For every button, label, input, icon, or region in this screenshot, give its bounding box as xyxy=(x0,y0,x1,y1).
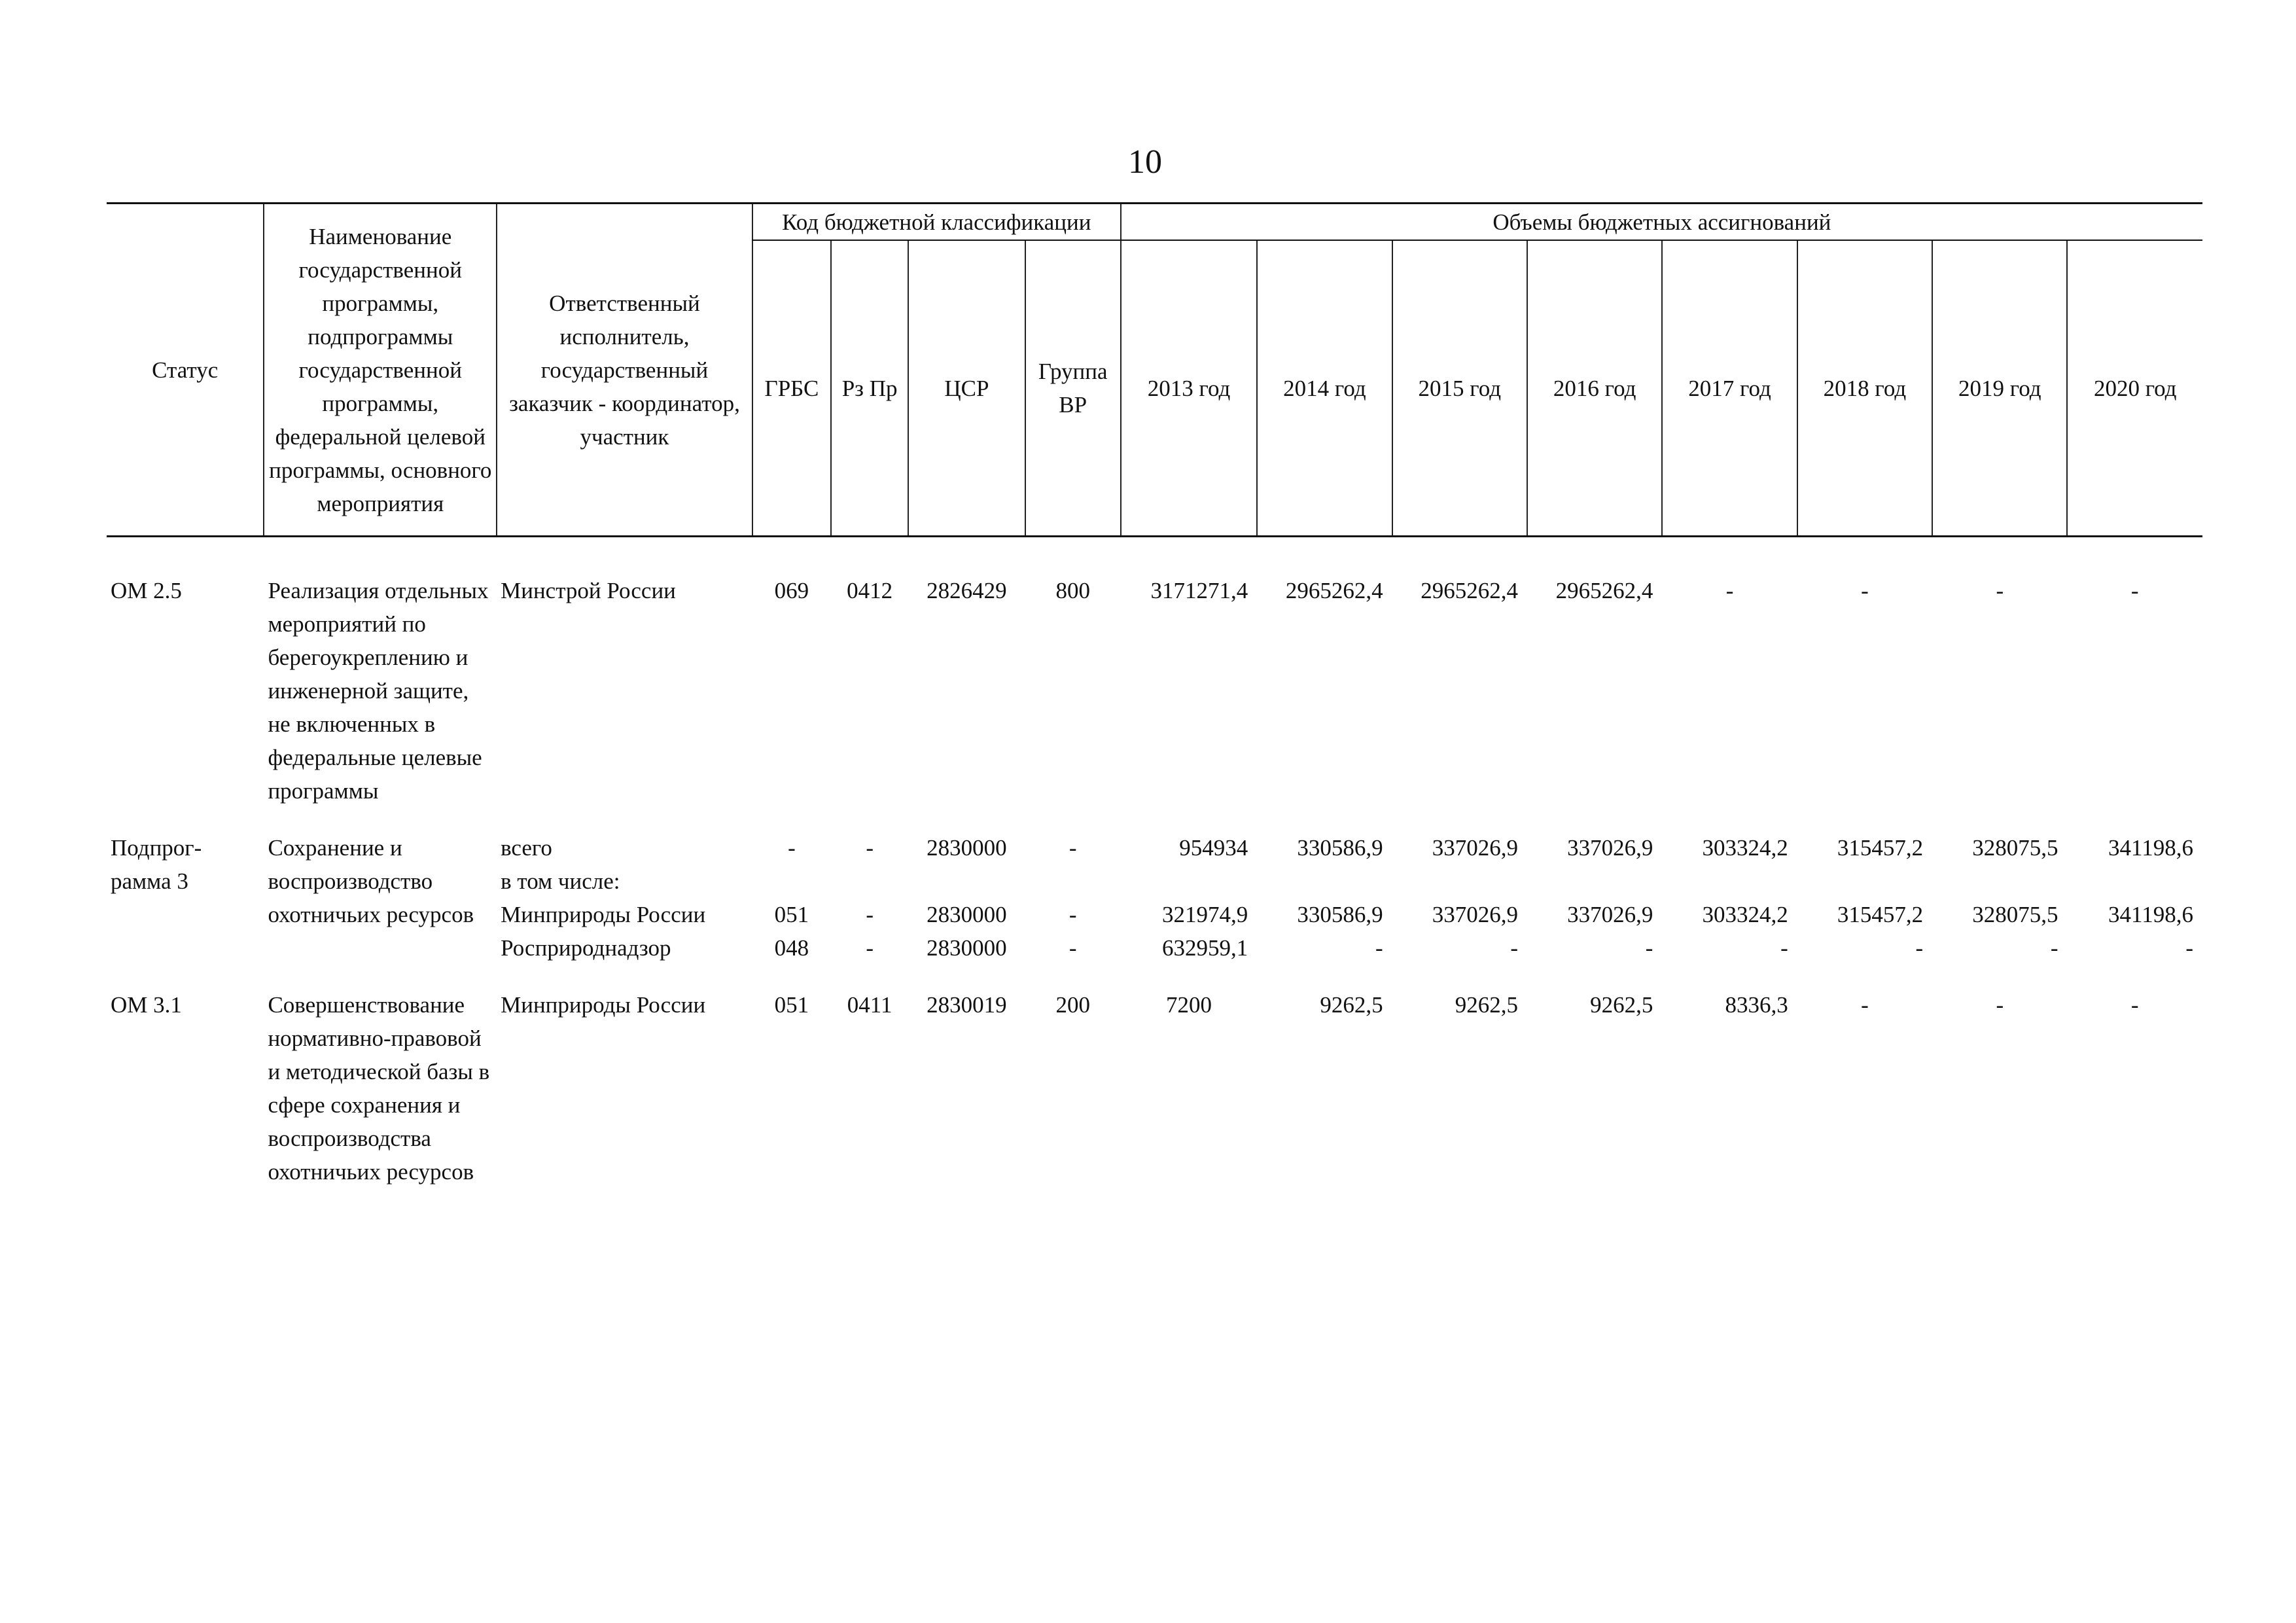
grbs-line xyxy=(756,865,827,898)
row-value: 2965262,4 xyxy=(1285,578,1383,603)
vr-line: - xyxy=(1069,902,1077,927)
executor-line: Росприроднадзор xyxy=(501,935,671,961)
header-status: Статус xyxy=(107,204,264,537)
header-program-name: Наименование государственной программы, подпрограммы государственной программы, федеральной целевой программы, основного мероприятия xyxy=(264,204,497,537)
row-grbs: 051 xyxy=(774,992,809,1018)
row-value: - xyxy=(1725,578,1734,603)
header-rzpr: Рз Пр xyxy=(831,240,908,537)
page-number: 10 xyxy=(1128,143,1162,181)
csr-line: 2830000 xyxy=(927,835,1007,861)
table-row xyxy=(107,988,2202,1188)
csr-line: 2830000 xyxy=(927,902,1007,927)
value-line: 315457,2 xyxy=(1837,902,1924,927)
row-csr: 2826429 xyxy=(927,578,1007,603)
value-line: 954934 xyxy=(1179,835,1248,861)
grbs-line: - xyxy=(788,835,796,861)
value-line: 337026,9 xyxy=(1567,835,1653,861)
row-value-list xyxy=(1662,831,1797,965)
row-grbs: 069 xyxy=(774,578,809,603)
header-year: 2014 год xyxy=(1257,240,1392,537)
value-line: - xyxy=(1645,935,1653,961)
header-year: 2015 год xyxy=(1392,240,1527,537)
header-vr: Группа ВР xyxy=(1025,240,1121,537)
row-executor-list xyxy=(497,831,752,965)
value-line: 337026,9 xyxy=(1432,835,1518,861)
row-program-name: Сохранение и воспроизводство охотничьих ресурсов xyxy=(268,835,474,927)
row-value: 8336,3 xyxy=(1725,992,1788,1018)
row-value-list xyxy=(1527,831,1662,965)
row-value: - xyxy=(2130,578,2139,603)
csr-line: 2830000 xyxy=(927,935,1007,961)
vr-line xyxy=(1029,865,1117,898)
row-value: 2965262,4 xyxy=(1421,578,1518,603)
row-vr: 200 xyxy=(1055,992,1090,1018)
executor-line: в том числе: xyxy=(501,868,620,894)
value-line: - xyxy=(1780,935,1788,961)
value-line: 315457,2 xyxy=(1837,835,1924,861)
header-budget-code: Код бюджетной классификации xyxy=(752,204,1121,241)
row-rzpr: 0412 xyxy=(847,578,893,603)
value-line: 330586,9 xyxy=(1297,902,1383,927)
row-value: 9262,5 xyxy=(1590,992,1653,1018)
value-line xyxy=(1801,865,1923,898)
vr-line: - xyxy=(1069,835,1077,861)
value-line: - xyxy=(1915,935,1924,961)
row-executor: Минстрой России xyxy=(501,578,676,603)
header-year: 2016 год xyxy=(1527,240,1662,537)
value-line: 337026,9 xyxy=(1567,902,1653,927)
value-line: 328075,5 xyxy=(1972,835,2058,861)
value-line xyxy=(1396,865,1518,898)
row-vr-list xyxy=(1025,831,1121,965)
row-value-list xyxy=(1121,831,1257,965)
row-value-list xyxy=(1257,831,1392,965)
row-grbs-list xyxy=(752,831,831,965)
value-line xyxy=(1531,865,1653,898)
row-value: - xyxy=(1996,992,2004,1018)
row-csr-list xyxy=(908,831,1025,965)
row-program-name: Реализация отдельных мероприятий по берегоукреплению и инженерной защите, не включенных в федеральные целевые программы xyxy=(268,578,489,804)
row-value: 9262,5 xyxy=(1455,992,1518,1018)
row-rzpr: 0411 xyxy=(847,992,892,1018)
value-line: - xyxy=(1510,935,1518,961)
value-line: 303324,2 xyxy=(1702,835,1788,861)
row-value: 7200 xyxy=(1166,992,1212,1018)
row-vr: 800 xyxy=(1055,578,1090,603)
value-line xyxy=(1125,865,1248,898)
row-value-list xyxy=(1932,831,2067,965)
row-value-list xyxy=(2067,831,2202,965)
header-csr: ЦСР xyxy=(908,240,1025,537)
value-line: 632959,1 xyxy=(1161,935,1248,961)
row-value: 3171271,4 xyxy=(1150,578,1248,603)
rzpr-line: - xyxy=(866,835,874,861)
row-status: Подпрог-рамма 3 xyxy=(111,835,202,894)
grbs-line: 051 xyxy=(774,902,809,927)
row-csr: 2830019 xyxy=(927,992,1007,1018)
row-value-list xyxy=(1392,831,1527,965)
header-year: 2013 год xyxy=(1121,240,1257,537)
csr-line xyxy=(912,865,1021,898)
value-line xyxy=(1936,865,2058,898)
row-status: ОМ 2.5 xyxy=(111,578,182,603)
value-line: 321974,9 xyxy=(1161,902,1248,927)
header-year: 2018 год xyxy=(1797,240,1932,537)
row-value: 2965262,4 xyxy=(1555,578,1653,603)
table-row xyxy=(107,831,2202,965)
vr-line: - xyxy=(1069,935,1077,961)
value-line: 303324,2 xyxy=(1702,902,1788,927)
row-program-name: Совершенствование нормативно-правовой и методической базы в сфере сохранения и воспроизводства охотничьих ресурсов xyxy=(268,992,490,1185)
value-line: - xyxy=(2050,935,2058,961)
header-executor: Ответственный исполнитель, государственный заказчик - координатор, участник xyxy=(497,204,752,537)
table-row xyxy=(107,574,2202,808)
row-value: 9262,5 xyxy=(1320,992,1383,1018)
row-status: ОМ 3.1 xyxy=(111,992,182,1018)
rzpr-line: - xyxy=(866,902,874,927)
header-grbs: ГРБС xyxy=(752,240,831,537)
value-line: - xyxy=(1375,935,1383,961)
value-line xyxy=(2071,865,2193,898)
row-value: - xyxy=(2130,992,2139,1018)
header-allocations: Объемы бюджетных ассигнований xyxy=(1121,204,2202,241)
value-line: - xyxy=(2185,935,2193,961)
executor-line: Минприроды России xyxy=(501,902,706,927)
header-year: 2020 год xyxy=(2067,240,2202,537)
header-year: 2017 год xyxy=(1662,240,1797,537)
row-executor: Минприроды России xyxy=(501,992,706,1018)
value-line: 328075,5 xyxy=(1972,902,2058,927)
value-line: 341198,6 xyxy=(2108,835,2193,861)
executor-line: всего xyxy=(501,835,552,861)
value-line: 337026,9 xyxy=(1432,902,1518,927)
row-value: - xyxy=(1861,992,1869,1018)
grbs-line: 048 xyxy=(774,935,809,961)
value-line: 341198,6 xyxy=(2108,902,2193,927)
row-value: - xyxy=(1996,578,2004,603)
row-value: - xyxy=(1861,578,1869,603)
value-line xyxy=(1666,865,1788,898)
value-line xyxy=(1261,865,1383,898)
header-year: 2019 год xyxy=(1932,240,2067,537)
value-line: 330586,9 xyxy=(1297,835,1383,861)
budget-table xyxy=(107,202,2202,1188)
rzpr-line xyxy=(835,865,904,898)
row-rzpr-list xyxy=(831,831,908,965)
row-value-list xyxy=(1797,831,1932,965)
rzpr-line: - xyxy=(866,935,874,961)
